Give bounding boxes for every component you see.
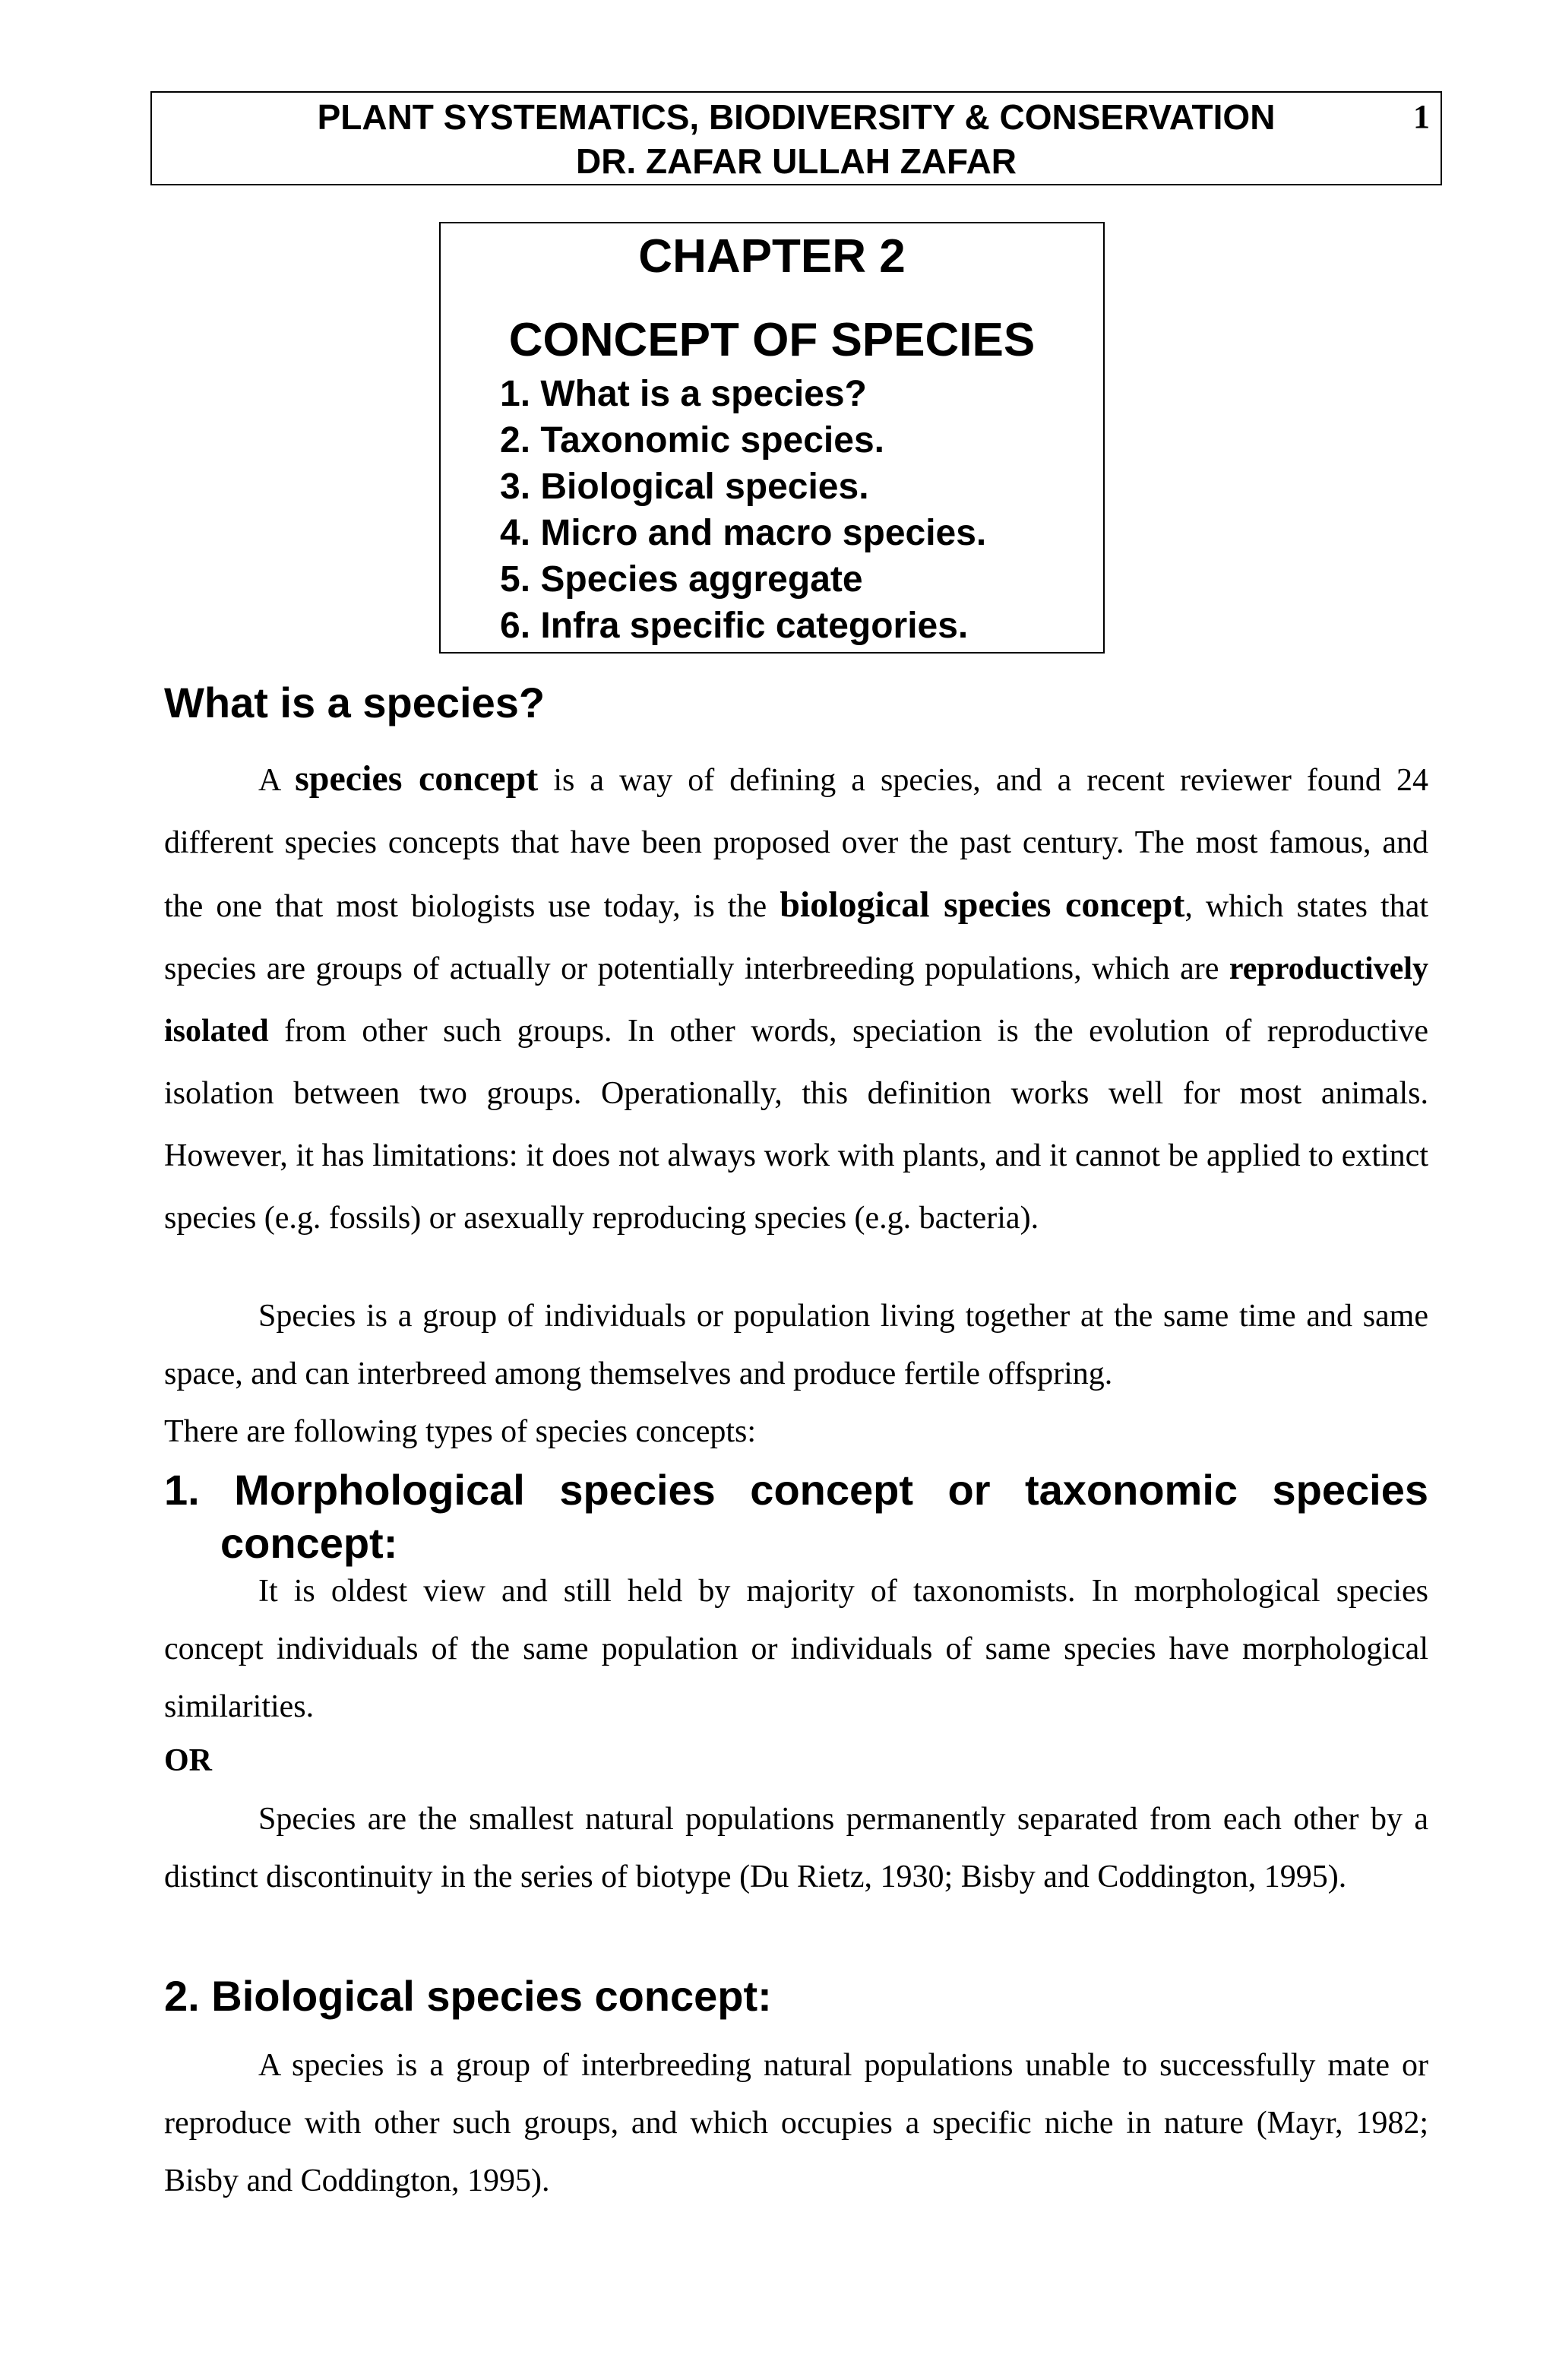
chapter-label: CHAPTER 2 [638, 230, 906, 283]
running-header [150, 91, 1442, 185]
section-heading-morphological: 1. Morphological species concept or taxonomic species [164, 1466, 1428, 1514]
chapter-box [439, 222, 1105, 654]
toc-item: 2. Taxonomic species. [500, 420, 884, 460]
header-author: DR. ZAFAR ULLAH ZAFAR [575, 141, 1017, 181]
toc-item: 5. Species aggregate [500, 559, 863, 600]
section-heading-biological: 2. Biological species concept: [164, 1972, 772, 2020]
paragraph-species-concept: A species concept is a way of defining a species, and a recent reviewer found 24 different species concepts that have been proposed over the past century. The most famous, and the one that most biologists use today, is the biological species concept, which states that species are groups of actually or potentially interbreeding populations, which are reproductively isolated from other such groups. In other words, speciation is the evolution of reproductive isolation between two groups. Operationally, this definition works well for most animals. However, it has limitations: it does not always work with plants, and it cannot be applied to extinct species (e.g. fossils) or asexually reproducing species (e.g. bacteria). [164, 758, 1429, 1236]
section-heading-morphological-cont: concept: [220, 1519, 398, 1567]
paragraph-types-intro: There are following types of species concepts: [164, 1414, 757, 1449]
toc-item: 3. Biological species. [500, 467, 869, 507]
chapter-title: CONCEPT OF SPECIES [508, 314, 1036, 366]
or-label: OR [164, 1743, 212, 1778]
toc-item: 6. Infra specific categories. [500, 606, 969, 646]
section-heading-what-is-species: What is a species? [164, 679, 546, 726]
paragraph-biological: A species is a group of interbreeding natural populations unable to successfully mate or reproduce with other such groups, and which occupies a specific niche in nature (Mayr, 1982; Bisby and Coddington, 1995). [164, 2048, 1428, 2198]
header-title: PLANT SYSTEMATICS, BIODIVERSITY & CONSERVATION [317, 97, 1276, 137]
toc-item: 4. Micro and macro species. [500, 513, 987, 553]
paragraph-species-definition: Species is a group of individuals or population living together at the same time and same space, and can interbreed among themselves and produce fertile offspring. [164, 1299, 1428, 1391]
toc-item: 1. What is a species? [500, 374, 867, 414]
chapter-contents-list [500, 371, 986, 649]
page-number: 1 [1413, 98, 1430, 135]
paragraph-morphological-alt: Species are the smallest natural populations permanently separated from each other by a distinct discontinuity in the series of biotype (Du Rietz, 1930; Bisby and Coddington, 1995). [164, 1802, 1428, 1894]
paragraph-morphological: It is oldest view and still held by majority of taxonomists. In morphological species concept individuals of the same population or individuals of same species have morphological similarities. [164, 1574, 1428, 1724]
